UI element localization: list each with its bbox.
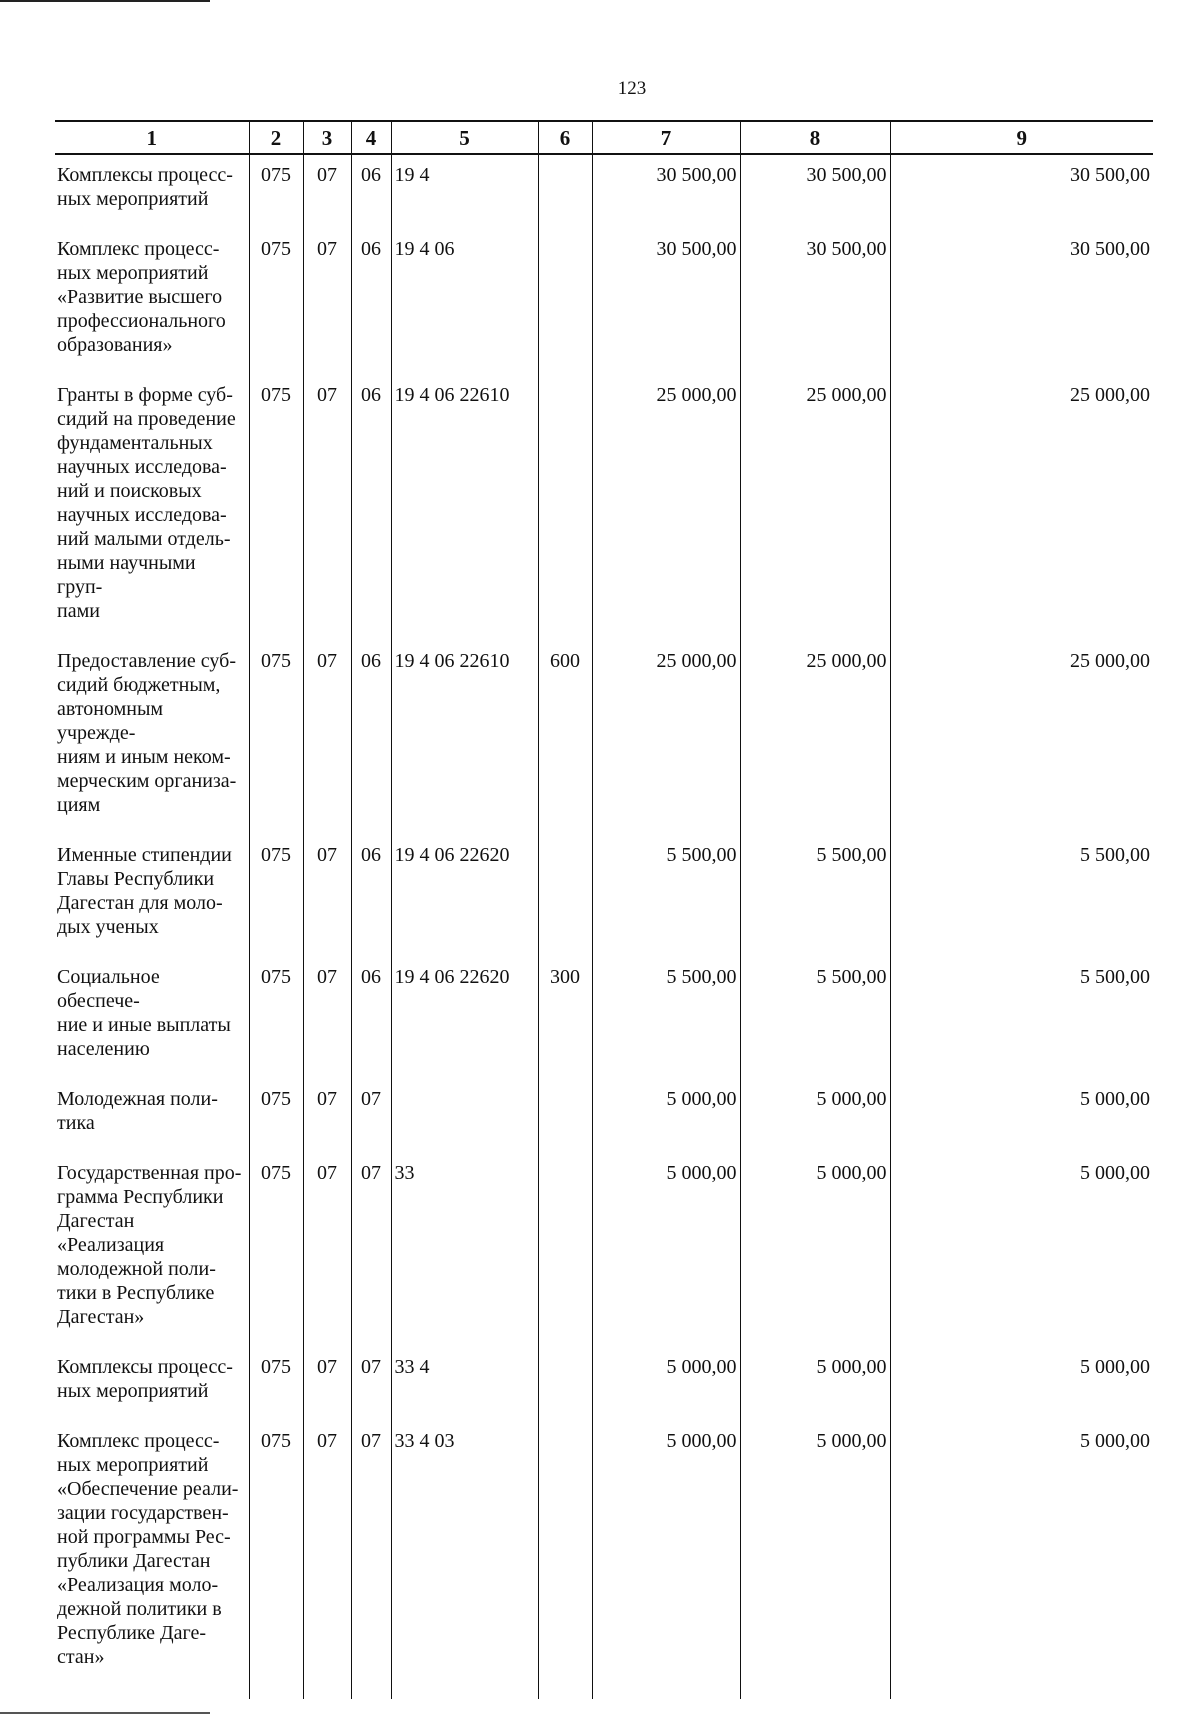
amount-col9-cell: 25 000,00 xyxy=(890,375,1153,641)
table-row xyxy=(55,375,1153,641)
target-article-cell: 19 4 06 xyxy=(391,229,538,375)
scan-edge-top xyxy=(0,0,210,2)
code-ministry-cell: 075 xyxy=(249,641,303,835)
expense-type-cell xyxy=(538,1347,592,1421)
code-subsection-cell: 06 xyxy=(351,957,391,1079)
column-header: 3 xyxy=(303,121,351,154)
row-name-cell: Именные стипендии Главы Республики Дагестан для моло- дых ученых xyxy=(55,835,249,957)
expense-type-cell: 300 xyxy=(538,957,592,1079)
row-name-cell: Молодежная поли- тика xyxy=(55,1079,249,1153)
code-ministry-cell: 075 xyxy=(249,1079,303,1153)
column-header: 9 xyxy=(890,121,1153,154)
code-ministry-cell: 075 xyxy=(249,375,303,641)
amount-col9-cell: 5 000,00 xyxy=(890,1421,1153,1687)
table-row xyxy=(55,1421,1153,1687)
amount-col8-cell: 30 500,00 xyxy=(740,154,890,229)
code-section-cell: 07 xyxy=(303,1421,351,1687)
code-ministry-cell: 075 xyxy=(249,1421,303,1687)
target-article-cell: 33 4 xyxy=(391,1347,538,1421)
filler-cell xyxy=(890,1687,1153,1699)
code-section-cell: 07 xyxy=(303,1079,351,1153)
filler-cell xyxy=(55,1687,249,1699)
filler-cell xyxy=(391,1687,538,1699)
page-number: 123 xyxy=(617,78,647,99)
amount-col7-cell: 5 000,00 xyxy=(592,1421,740,1687)
amount-col9-cell: 5 000,00 xyxy=(890,1079,1153,1153)
column-header: 7 xyxy=(592,121,740,154)
amount-col8-cell: 5 500,00 xyxy=(740,835,890,957)
filler-cell xyxy=(303,1687,351,1699)
amount-col7-cell: 5 500,00 xyxy=(592,957,740,1079)
amount-col9-cell: 5 500,00 xyxy=(890,957,1153,1079)
amount-col7-cell: 5 000,00 xyxy=(592,1079,740,1153)
code-ministry-cell: 075 xyxy=(249,1153,303,1347)
filler-cell xyxy=(740,1687,890,1699)
row-name-cell: Предоставление суб- сидий бюджетным, автономным учрежде- ниям и иным неком- мерческим организа- циям xyxy=(55,641,249,835)
expense-type-cell xyxy=(538,375,592,641)
table-row xyxy=(55,229,1153,375)
table-row xyxy=(55,835,1153,957)
code-ministry-cell: 075 xyxy=(249,835,303,957)
row-name-cell: Социальное обеспече- ние и иные выплаты населению xyxy=(55,957,249,1079)
table-row xyxy=(55,1079,1153,1153)
code-section-cell: 07 xyxy=(303,375,351,641)
column-header: 6 xyxy=(538,121,592,154)
amount-col7-cell: 25 000,00 xyxy=(592,641,740,835)
amount-col8-cell: 5 000,00 xyxy=(740,1421,890,1687)
expense-type-cell xyxy=(538,835,592,957)
code-section-cell: 07 xyxy=(303,229,351,375)
column-header: 1 xyxy=(55,121,249,154)
column-header: 2 xyxy=(249,121,303,154)
filler-cell xyxy=(538,1687,592,1699)
column-header: 5 xyxy=(391,121,538,154)
amount-col8-cell: 5 000,00 xyxy=(740,1153,890,1347)
budget-table xyxy=(55,120,1153,1699)
row-name-cell: Комплекс процесс- ных мероприятий «Развитие высшего профессионального образования» xyxy=(55,229,249,375)
table-row xyxy=(55,154,1153,229)
target-article-cell: 19 4 06 22620 xyxy=(391,835,538,957)
amount-col9-cell: 5 000,00 xyxy=(890,1347,1153,1421)
code-section-cell: 07 xyxy=(303,1347,351,1421)
code-section-cell: 07 xyxy=(303,154,351,229)
code-ministry-cell: 075 xyxy=(249,229,303,375)
filler-cell xyxy=(592,1687,740,1699)
table-row xyxy=(55,957,1153,1079)
code-section-cell: 07 xyxy=(303,1153,351,1347)
expense-type-cell xyxy=(538,229,592,375)
code-ministry-cell: 075 xyxy=(249,1347,303,1421)
amount-col7-cell: 5 000,00 xyxy=(592,1153,740,1347)
amount-col8-cell: 25 000,00 xyxy=(740,375,890,641)
code-section-cell: 07 xyxy=(303,641,351,835)
code-ministry-cell: 075 xyxy=(249,154,303,229)
expense-type-cell xyxy=(538,1153,592,1347)
table-row xyxy=(55,1153,1153,1347)
table-row xyxy=(55,1347,1153,1421)
target-article-cell: 19 4 xyxy=(391,154,538,229)
amount-col8-cell: 30 500,00 xyxy=(740,229,890,375)
amount-col8-cell: 5 500,00 xyxy=(740,957,890,1079)
row-name-cell: Комплексы процесс- ных мероприятий xyxy=(55,154,249,229)
expense-type-cell xyxy=(538,154,592,229)
target-article-cell: 33 xyxy=(391,1153,538,1347)
target-article-cell: 19 4 06 22610 xyxy=(391,641,538,835)
amount-col9-cell: 30 500,00 xyxy=(890,154,1153,229)
table-header-row xyxy=(55,121,1153,154)
code-section-cell: 07 xyxy=(303,957,351,1079)
filler-cell xyxy=(249,1687,303,1699)
amount-col7-cell: 30 500,00 xyxy=(592,154,740,229)
code-subsection-cell: 06 xyxy=(351,229,391,375)
code-subsection-cell: 06 xyxy=(351,375,391,641)
expense-type-cell: 600 xyxy=(538,641,592,835)
target-article-cell: 19 4 06 22620 xyxy=(391,957,538,1079)
amount-col9-cell: 5 000,00 xyxy=(890,1153,1153,1347)
target-article-cell: 33 4 03 xyxy=(391,1421,538,1687)
column-header: 4 xyxy=(351,121,391,154)
amount-col7-cell: 30 500,00 xyxy=(592,229,740,375)
amount-col9-cell: 25 000,00 xyxy=(890,641,1153,835)
column-header: 8 xyxy=(740,121,890,154)
amount-col7-cell: 5 000,00 xyxy=(592,1347,740,1421)
code-section-cell: 07 xyxy=(303,835,351,957)
code-subsection-cell: 06 xyxy=(351,641,391,835)
row-name-cell: Комплексы процесс- ных мероприятий xyxy=(55,1347,249,1421)
row-name-cell: Государственная про- грамма Республики Дагестан «Реализация молодежной поли- тики в Республике Дагестан» xyxy=(55,1153,249,1347)
amount-col9-cell: 30 500,00 xyxy=(890,229,1153,375)
amount-col7-cell: 5 500,00 xyxy=(592,835,740,957)
code-subsection-cell: 07 xyxy=(351,1153,391,1347)
expense-type-cell xyxy=(538,1421,592,1687)
code-subsection-cell: 07 xyxy=(351,1347,391,1421)
code-ministry-cell: 075 xyxy=(249,957,303,1079)
code-subsection-cell: 06 xyxy=(351,835,391,957)
table-filler-row xyxy=(55,1687,1153,1699)
filler-cell xyxy=(351,1687,391,1699)
amount-col8-cell: 5 000,00 xyxy=(740,1347,890,1421)
target-article-cell xyxy=(391,1079,538,1153)
target-article-cell: 19 4 06 22610 xyxy=(391,375,538,641)
amount-col8-cell: 5 000,00 xyxy=(740,1079,890,1153)
row-name-cell: Гранты в форме суб- сидий на проведение фундаментальных научных исследова- ний и поисковых научных исследова- ний малыми отдель- ными научными груп- пами xyxy=(55,375,249,641)
code-subsection-cell: 07 xyxy=(351,1421,391,1687)
amount-col7-cell: 25 000,00 xyxy=(592,375,740,641)
row-name-cell: Комплекс процесс- ных мероприятий «Обеспечение реали- зации государствен- ной программы Рес- публики Дагестан «Реализация моло- дежной политики в Республике Даге- стан» xyxy=(55,1421,249,1687)
table-row xyxy=(55,641,1153,835)
amount-col9-cell: 5 500,00 xyxy=(890,835,1153,957)
table-body xyxy=(55,154,1153,1699)
code-subsection-cell: 07 xyxy=(351,1079,391,1153)
expense-type-cell xyxy=(538,1079,592,1153)
amount-col8-cell: 25 000,00 xyxy=(740,641,890,835)
code-subsection-cell: 06 xyxy=(351,154,391,229)
